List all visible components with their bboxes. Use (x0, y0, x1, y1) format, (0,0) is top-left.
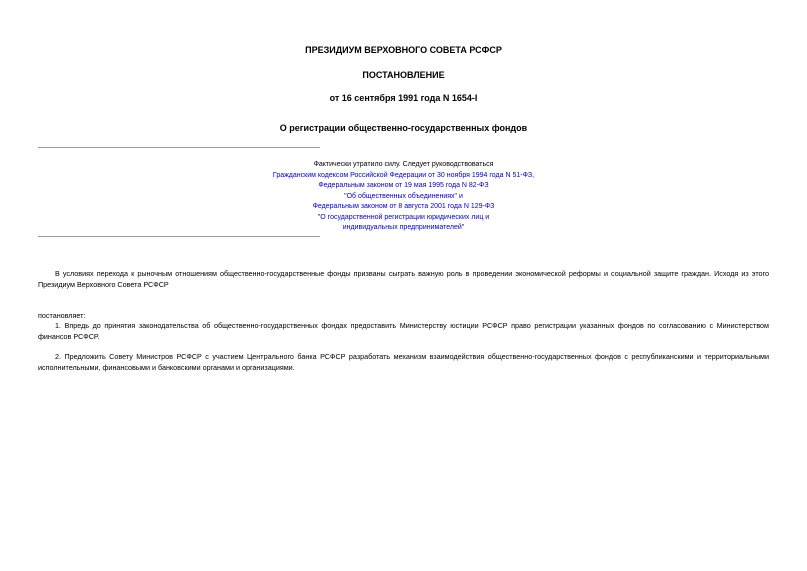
item-2-paragraph: 2. Предложить Совету Министров РСФСР с участием Центрального банка РСФСР разработать механизм взаимодействия общественно-государственных фондов с республиканскими и территориальными исполнительными, финансовыми и банковскими органами и организациями. (38, 352, 769, 372)
issuer-heading: ПРЕЗИДИУМ ВЕРХОВНОГО СОВЕТА РСФСР (305, 45, 502, 55)
divider-bottom (38, 236, 320, 237)
doc-type-heading: ПОСТАНОВЛЕНИЕ (362, 70, 445, 80)
federal-law-129-link[interactable]: Федеральным законом от 8 августа 2001 года N 129-ФЗ (312, 203, 495, 210)
preamble-paragraph: В условиях перехода к рыночным отношениям общественно-государственные фонды призваны сыграть важную роль в проведении экономической реформы и социальной защите граждан. Исходя из этого Президиум Верховного Совета РСФСР (38, 269, 769, 289)
civil-code-link[interactable]: Гражданским кодексом Российской Федерации от 30 ноября 1994 года N 51-ФЗ, (272, 171, 535, 179)
date-number-heading: от 16 сентября 1991 года N 1654-I (329, 93, 478, 103)
federal-law-129-title-link[interactable]: "О государственной регистрации юридических лиц и (317, 213, 490, 221)
status-note (200, 160, 607, 234)
federal-law-82-title-link[interactable]: "Об общественных объединениях" и (344, 192, 463, 200)
document-title: О регистрации общественно-государственных фондов (279, 123, 528, 133)
federal-law-129-title-end-link[interactable]: индивидуальных предпринимателей" (342, 224, 465, 231)
divider-top (38, 147, 320, 148)
item-1-paragraph: 1. Впредь до принятия законодательства об общественно-государственных фондах предоставить Министерству юстиции РСФСР право регистрации указанных фондов по согласованию с Министерством финансов РСФСР. (38, 321, 769, 341)
status-note-text: Фактически утратило силу. Следует руководствоваться (313, 161, 494, 168)
resolves-paragraph: постановляет: (38, 311, 86, 320)
federal-law-82-link[interactable]: Федеральным законом от 19 мая 1995 года N 82-ФЗ (318, 182, 489, 189)
